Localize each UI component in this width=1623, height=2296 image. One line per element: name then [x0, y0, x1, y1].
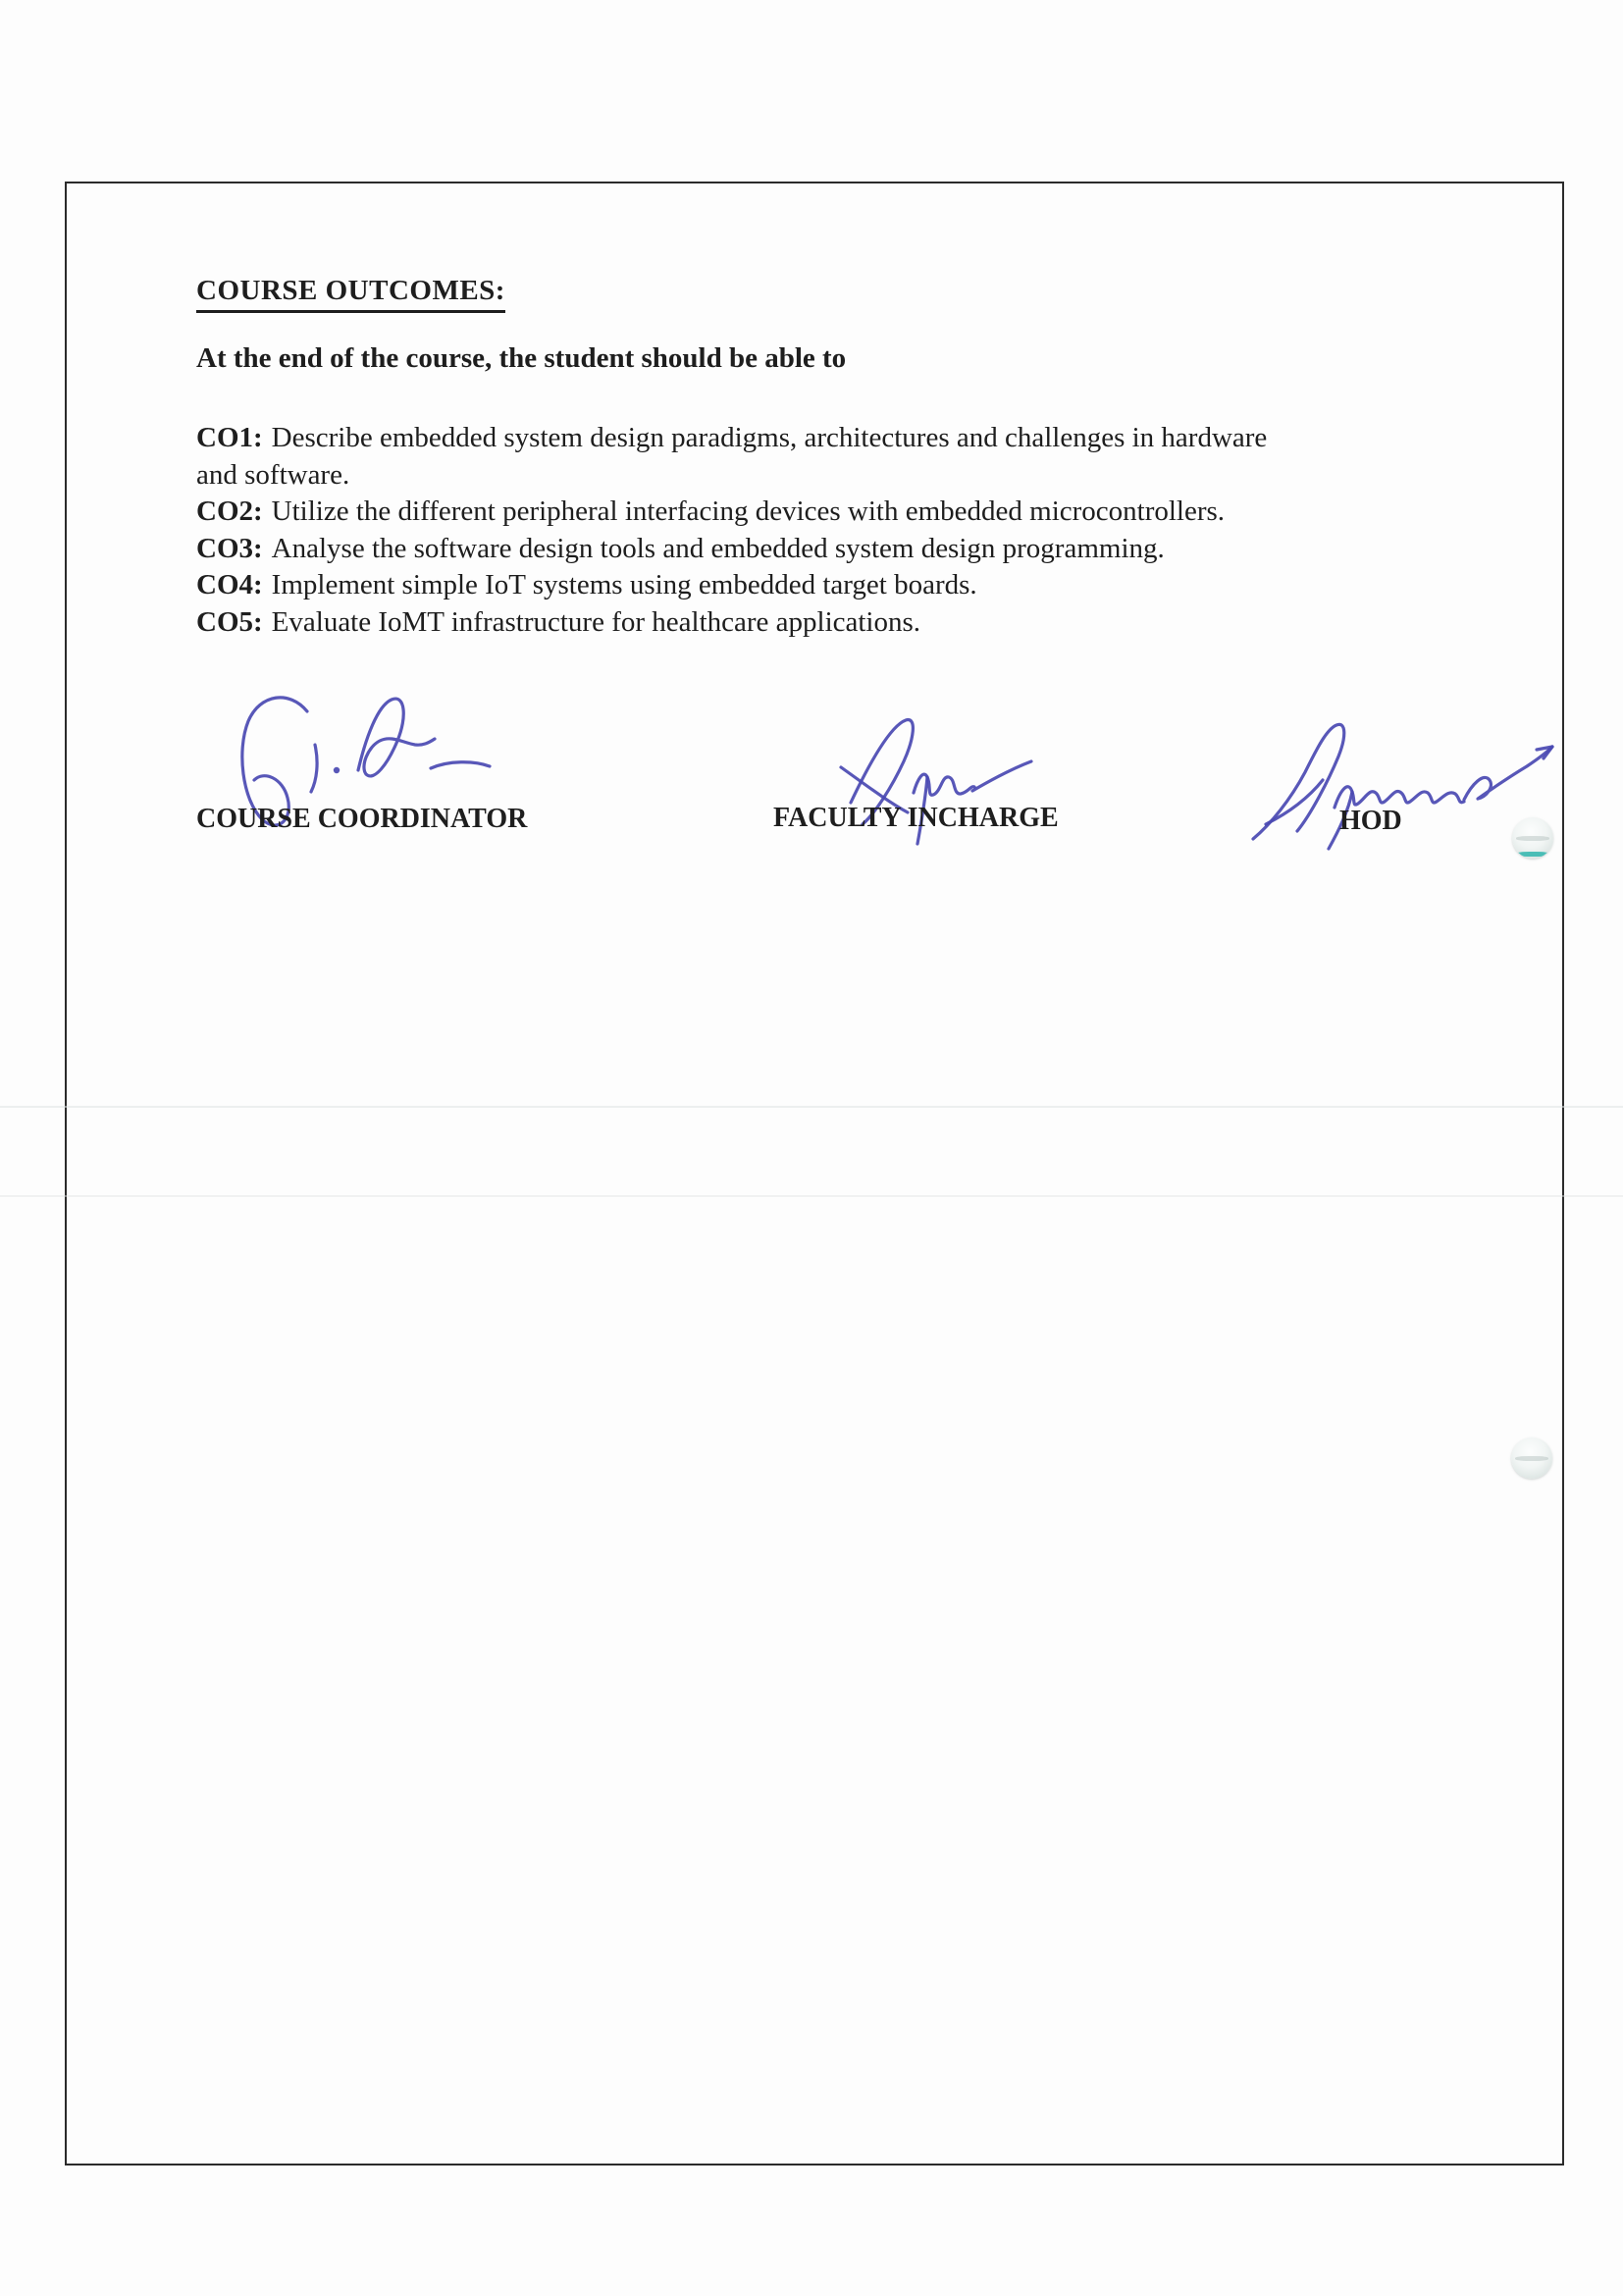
outcome-co1	[196, 420, 1452, 494]
outcome-co2	[196, 494, 1452, 531]
ink-stroke	[311, 745, 317, 792]
punch-hole-teal-edge	[1516, 852, 1549, 857]
punch-hole-shadow	[1515, 1456, 1548, 1461]
outcome-text: Utilize the different peripheral interfacing devices with embedded microcontrollers.	[271, 496, 1226, 528]
ink-stroke	[358, 699, 435, 776]
ink-stroke	[1335, 787, 1464, 808]
ink-stroke	[1464, 747, 1552, 800]
outcome-label: CO3:	[196, 532, 263, 564]
outcome-text: Evaluate IoMT infrastructure for healthcare applications.	[271, 605, 921, 638]
outcome-label: CO5:	[196, 605, 263, 638]
page-title: COURSE OUTCOMES:	[196, 275, 505, 313]
punch-hole-bottom	[1511, 1437, 1552, 1479]
ink-stroke	[914, 774, 974, 795]
ink-stroke	[1253, 724, 1344, 839]
outcome-text: Describe embedded system design paradigms, architectures and challenges in hardware	[271, 422, 1268, 453]
scan-streak	[0, 1195, 1623, 1197]
course-outcomes-list	[196, 420, 1452, 642]
outcome-text: Analyse the software design tools and embedded system design programming.	[271, 532, 1165, 564]
punch-hole-shadow	[1516, 836, 1549, 841]
punch-hole-top	[1512, 817, 1553, 859]
outcome-label: CO4:	[196, 569, 263, 601]
ink-dot	[334, 767, 340, 773]
signatory-title-faculty-incharge: FACULTY INCHARGE	[773, 803, 1059, 833]
outcome-co4	[196, 567, 1452, 604]
outcome-co5	[196, 604, 1452, 642]
signatory-title-course-coordinator: COURSE COORDINATOR	[196, 804, 528, 834]
outcome-label: CO1:	[196, 422, 263, 453]
outcome-text-continued: and software.	[196, 458, 350, 491]
scan-streak	[0, 1106, 1623, 1108]
outcome-label: CO2:	[196, 496, 263, 528]
outcome-text: Implement simple IoT systems using embedded target boards.	[271, 569, 977, 601]
intro-text: At the end of the course, the student should be able to	[196, 342, 847, 374]
ink-stroke	[431, 762, 490, 768]
signatory-title-hod: HOD	[1339, 806, 1402, 836]
ink-stroke	[972, 761, 1031, 791]
outcome-co3	[196, 531, 1452, 568]
